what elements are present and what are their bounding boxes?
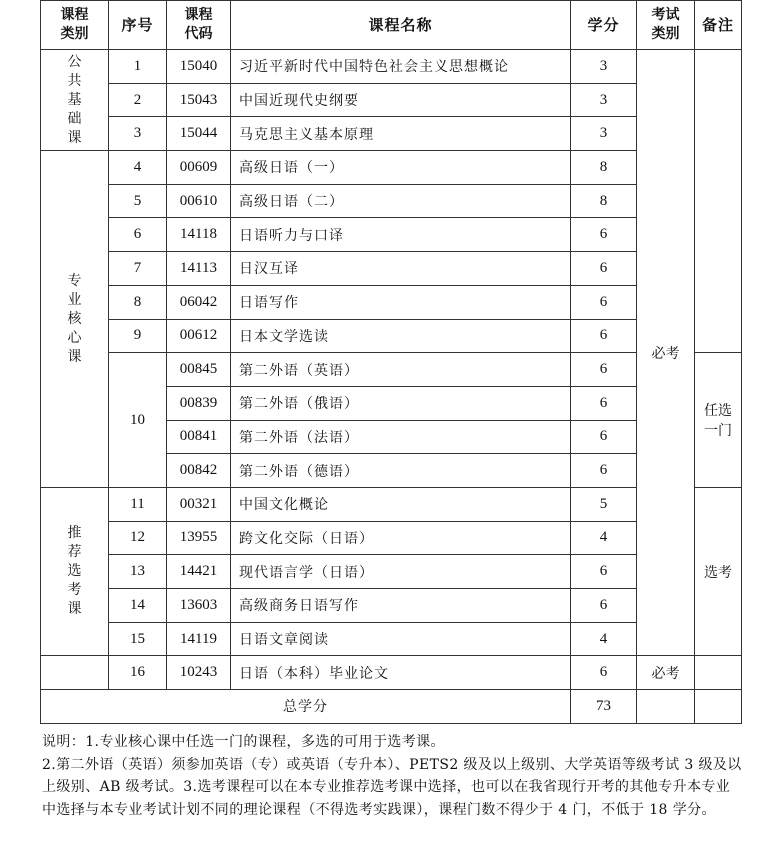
header-seq: 序号 [109,1,167,50]
seq-cell: 12 [109,521,167,555]
remark-choose-one: 任选 一门 [695,353,742,488]
exam-type-elective: 选考 [695,487,742,655]
name-cell: 中国文化概论 [231,487,571,521]
seq-cell: 14 [109,589,167,623]
table-row [41,589,742,623]
header-remark: 备注 [695,1,742,50]
header-category: 课程 类别 [41,1,109,50]
code-cell: 15043 [167,83,231,117]
code-cell: 15040 [167,50,231,84]
category-empty [41,656,109,690]
credit-cell: 6 [571,353,637,387]
seq-cell: 6 [109,218,167,252]
table-row [41,656,742,690]
credit-cell: 4 [571,622,637,656]
category-public-basic: 公 共 基 础 课 [41,50,109,151]
seq-cell: 15 [109,622,167,656]
seq-cell: 11 [109,487,167,521]
seq-cell: 16 [109,656,167,690]
credit-cell: 6 [571,589,637,623]
name-cell: 第二外语（法语） [231,420,571,454]
header-name: 课程名称 [231,1,571,50]
credit-cell: 4 [571,521,637,555]
code-cell: 00842 [167,454,231,488]
name-cell: 习近平新时代中国特色社会主义思想概论 [231,50,571,84]
name-cell: 日汉互译 [231,252,571,286]
name-cell: 第二外语（英语） [231,353,571,387]
table-row [41,555,742,589]
total-empty [637,690,695,724]
table-row [41,319,742,353]
table-row [41,218,742,252]
code-cell: 14113 [167,252,231,286]
table-row [41,252,742,286]
name-cell: 日语（本科）毕业论文 [231,656,571,690]
credit-cell: 3 [571,117,637,151]
header-exam-type: 考试 类别 [637,1,695,50]
credit-cell: 5 [571,487,637,521]
credit-cell: 6 [571,386,637,420]
code-cell: 00845 [167,353,231,387]
name-cell: 日语写作 [231,285,571,319]
table-row [41,117,742,151]
credit-cell: 6 [571,656,637,690]
table-row [41,184,742,218]
seq-cell: 3 [109,117,167,151]
code-cell: 00841 [167,420,231,454]
code-cell: 00610 [167,184,231,218]
code-cell: 13955 [167,521,231,555]
code-cell: 10243 [167,656,231,690]
code-cell: 00839 [167,386,231,420]
name-cell: 中国近现代史纲要 [231,83,571,117]
name-cell: 高级日语（一） [231,151,571,185]
credit-cell: 3 [571,83,637,117]
code-cell: 00612 [167,319,231,353]
code-cell: 14119 [167,622,231,656]
name-cell: 跨文化交际（日语） [231,521,571,555]
table-row [41,353,742,387]
name-cell: 日语听力与口译 [231,218,571,252]
code-cell: 14118 [167,218,231,252]
credit-cell: 6 [571,252,637,286]
name-cell: 高级商务日语写作 [231,589,571,623]
header-credit: 学分 [571,1,637,50]
credit-cell: 6 [571,218,637,252]
category-recommended: 推 荐 选 考 课 [41,487,109,655]
code-cell: 15044 [167,117,231,151]
seq-cell: 7 [109,252,167,286]
table-row [41,50,742,84]
header-code: 课程 代码 [167,1,231,50]
code-cell: 00609 [167,151,231,185]
total-empty [695,690,742,724]
table-row [41,83,742,117]
code-cell: 06042 [167,285,231,319]
table-row [41,487,742,521]
note-line: 说明：1.专业核心课中任选一门的课程，多选的可用于选考课。 [42,734,445,750]
table-row [41,285,742,319]
notes [42,731,742,821]
table-row [41,521,742,555]
seq-cell: 1 [109,50,167,84]
credit-cell: 6 [571,285,637,319]
course-plan-table [40,0,742,724]
seq-cell: 4 [109,151,167,185]
seq-cell: 10 [109,353,167,488]
credit-cell: 3 [571,50,637,84]
remark-empty [695,656,742,690]
name-cell: 日本文学选读 [231,319,571,353]
note-line: 2.第二外语（英语）须参加英语（专）或英语（专升本）、PETS2 级及以上级别、大学英语等级考试 3 级及以上级别、AB 级考试。3.选考课程可以在本专业推荐选考课中选择，也可以在我省现行开考的其他专升本专业中选择与本专业考试计划不同的理论课程（不得选考实践课），课程门数不得少于 4 门，不低于 18 学分。 [42,756,742,818]
credit-cell: 8 [571,151,637,185]
name-cell: 日语文章阅读 [231,622,571,656]
seq-cell: 9 [109,319,167,353]
total-value: 73 [571,690,637,724]
seq-cell: 5 [109,184,167,218]
seq-cell: 2 [109,83,167,117]
credit-cell: 6 [571,319,637,353]
credit-cell: 6 [571,420,637,454]
name-cell: 现代语言学（日语） [231,555,571,589]
category-major-core: 专 业 核 心 课 [41,151,109,488]
seq-cell: 8 [109,285,167,319]
total-label: 总学分 [41,690,571,724]
name-cell: 高级日语（二） [231,184,571,218]
exam-type-thesis: 必考 [637,656,695,690]
credit-cell: 8 [571,184,637,218]
total-row [41,690,742,724]
remark-empty [695,50,742,353]
exam-type-required: 必考 [637,50,695,656]
credit-cell: 6 [571,454,637,488]
credit-cell: 6 [571,555,637,589]
code-cell: 13603 [167,589,231,623]
seq-cell: 13 [109,555,167,589]
name-cell: 马克思主义基本原理 [231,117,571,151]
code-cell: 14421 [167,555,231,589]
header-row [41,1,742,50]
table-row [41,622,742,656]
name-cell: 第二外语（俄语） [231,386,571,420]
table-row [41,151,742,185]
name-cell: 第二外语（德语） [231,454,571,488]
code-cell: 00321 [167,487,231,521]
